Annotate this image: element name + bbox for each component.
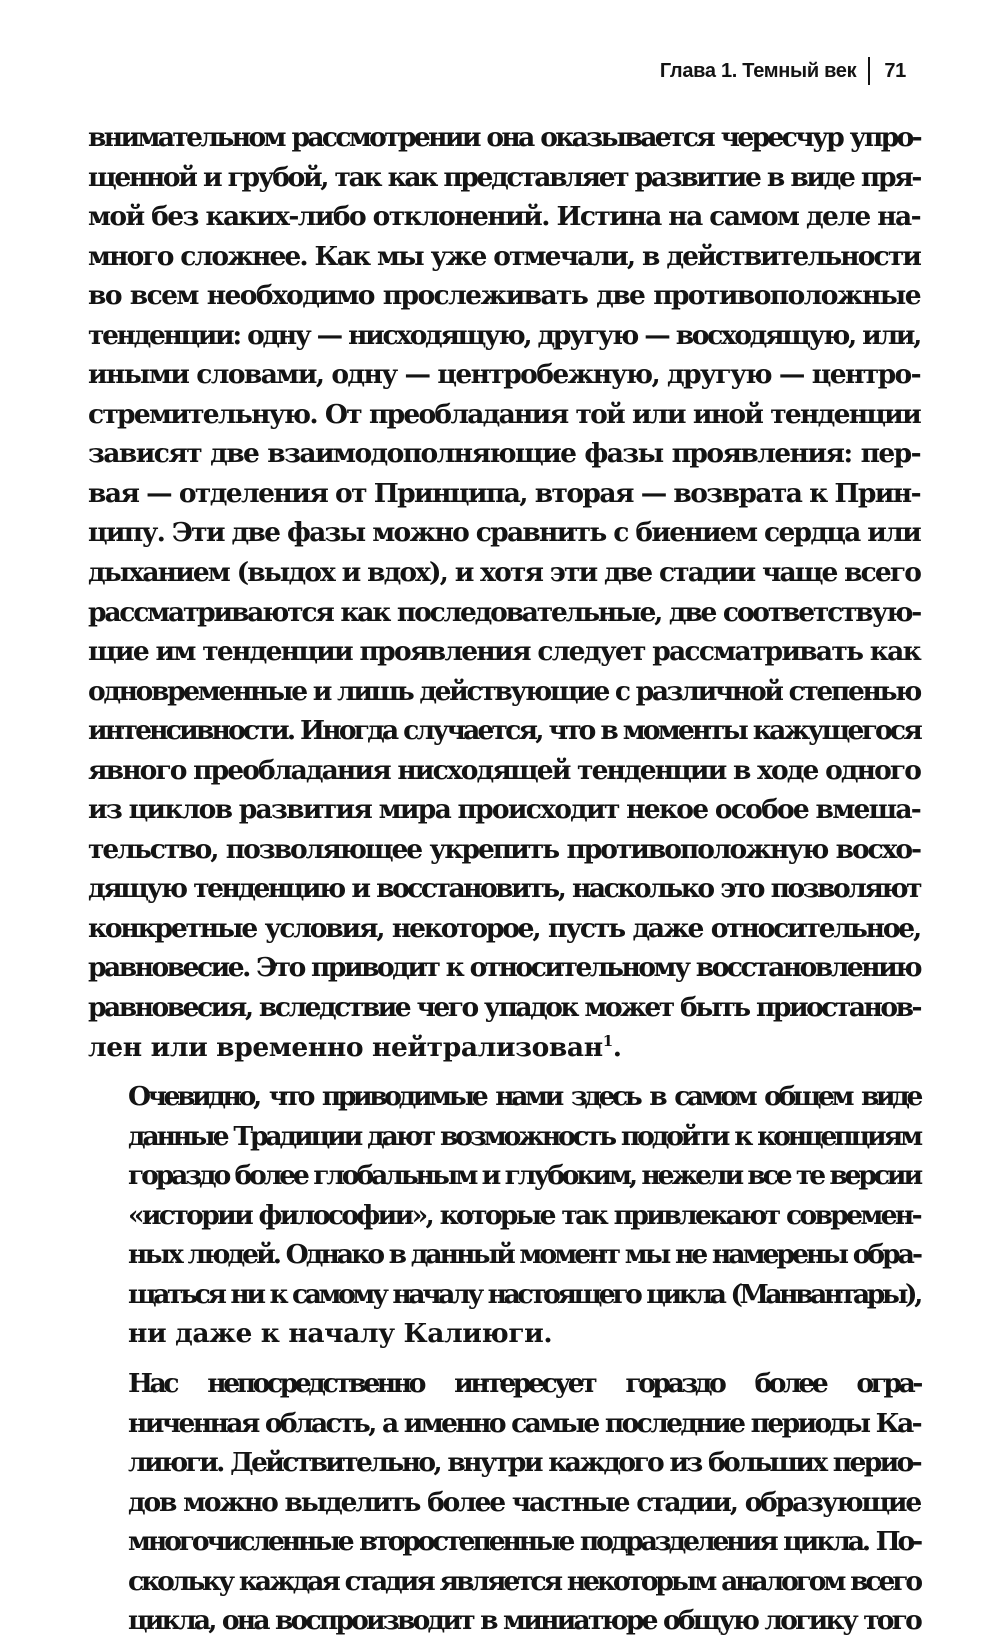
text-line: внимательном рассмотрении она оказывается чересчур упро- — [88, 122, 920, 153]
chapter-title: Глава 1. Темный век — [659, 59, 857, 82]
running-head — [660, 56, 906, 86]
text-line: явного преобладания нисходящей тенденции в ходе одного — [88, 754, 920, 786]
text-line: дыханием (выдох и вдох), и хотя эти две стадии чаще всего — [88, 557, 920, 589]
text-line: цикла, она воспроизводит в миниатюре общую логику того — [128, 1605, 920, 1637]
text-line: Нас непосредственно интересует гораздо более огра- — [128, 1367, 920, 1399]
text-line: во всем необходимо прослеживать две противоположные — [88, 280, 920, 312]
text-line: Очевидно, что приводимые нами здесь в самом общем виде — [128, 1081, 920, 1113]
text-line-content: лен или временно нейтрализован — [88, 1031, 603, 1063]
text-line: стремительную. От преобладания той или иной тенденции — [88, 398, 920, 430]
text-line: щие им тенденции проявления следует рассматривать как — [88, 636, 920, 668]
text-line: многочисленные второстепенные подразделения цикла. По- — [128, 1526, 920, 1558]
text-line: «истории философии», которые так привлекают современ- — [128, 1199, 920, 1231]
text-line: равновесия, вследствие чего упадок может быть приостанов- — [88, 992, 920, 1024]
sentence-end: . — [612, 1031, 622, 1063]
text-line: вая — отделения от Принципа, вторая — возврата к Прин- — [88, 477, 920, 509]
text-line: ниченная область, а именно самые последние периоды Ка- — [128, 1407, 920, 1439]
page-number: 71 — [884, 59, 906, 82]
text-line: лиюги. Действительно, внутри каждого из больших перио- — [128, 1447, 920, 1479]
text-line: рассматриваются как последовательные, две соответствую- — [88, 596, 920, 628]
text-line: конкретные условия, некоторое, пусть даже относительное, — [88, 912, 920, 944]
paragraph-2 — [88, 1077, 920, 1354]
text-line: иными словами, одну — центробежную, другую — центро- — [88, 359, 920, 391]
text-line: ных людей. Однако в данный момент мы не намерены обра- — [128, 1239, 920, 1271]
header-divider — [868, 57, 870, 85]
text-line: дящую тенденцию и восстановить, насколько это позволяют — [88, 873, 920, 905]
text-line: равновесие. Это приводит к относительному восстановлению — [88, 952, 920, 984]
text-line: скольку каждая стадия является некоторым аналогом всего — [128, 1565, 920, 1597]
text-line: мой без каких-либо отклонений. Истина на самом деле на- — [88, 201, 921, 233]
text-line: дов можно выделить более частные стадии, образующие — [128, 1486, 920, 1518]
text-line: ципу. Эти две фазы можно сравнить с биением сердца или — [88, 517, 920, 549]
text-line: щаться ни к самому началу настоящего цикла (Манвантары), — [128, 1278, 920, 1310]
text-line: интенсивности. Иногда случается, что в моменты кажущегося — [88, 715, 920, 747]
text-line: тенденции: одну — нисходящую, другую — восходящую, или, — [88, 319, 920, 351]
text-line: из циклов развития мира происходит некое особое вмеша- — [88, 794, 920, 826]
text-line: зависят две взаимодополняющие фазы проявления: пер- — [88, 438, 920, 470]
footnote-marker[interactable]: 1 — [602, 1031, 613, 1050]
text-line: тельство, позволяющее укрепить противоположную восхо- — [88, 833, 920, 865]
paragraph-3 — [88, 1364, 920, 1641]
text-line: много сложнее. Как мы уже отмечали, в действительности — [88, 240, 920, 272]
paragraph-1 — [88, 118, 920, 1067]
text-line-last — [88, 1028, 920, 1068]
text-line: данные Традиции дают возможность подойти к концепциям — [128, 1120, 920, 1152]
text-line: гораздо более глобальным и глубоким, нежели все те версии — [128, 1160, 920, 1192]
text-line: одновременные и лишь действующие с различной степенью — [88, 675, 920, 707]
text-line: ни даже к началу Калиюги. — [128, 1318, 553, 1350]
text-line: щенной и грубой, так как представляет развитие в виде пря- — [88, 161, 920, 193]
body-text — [88, 118, 920, 1641]
